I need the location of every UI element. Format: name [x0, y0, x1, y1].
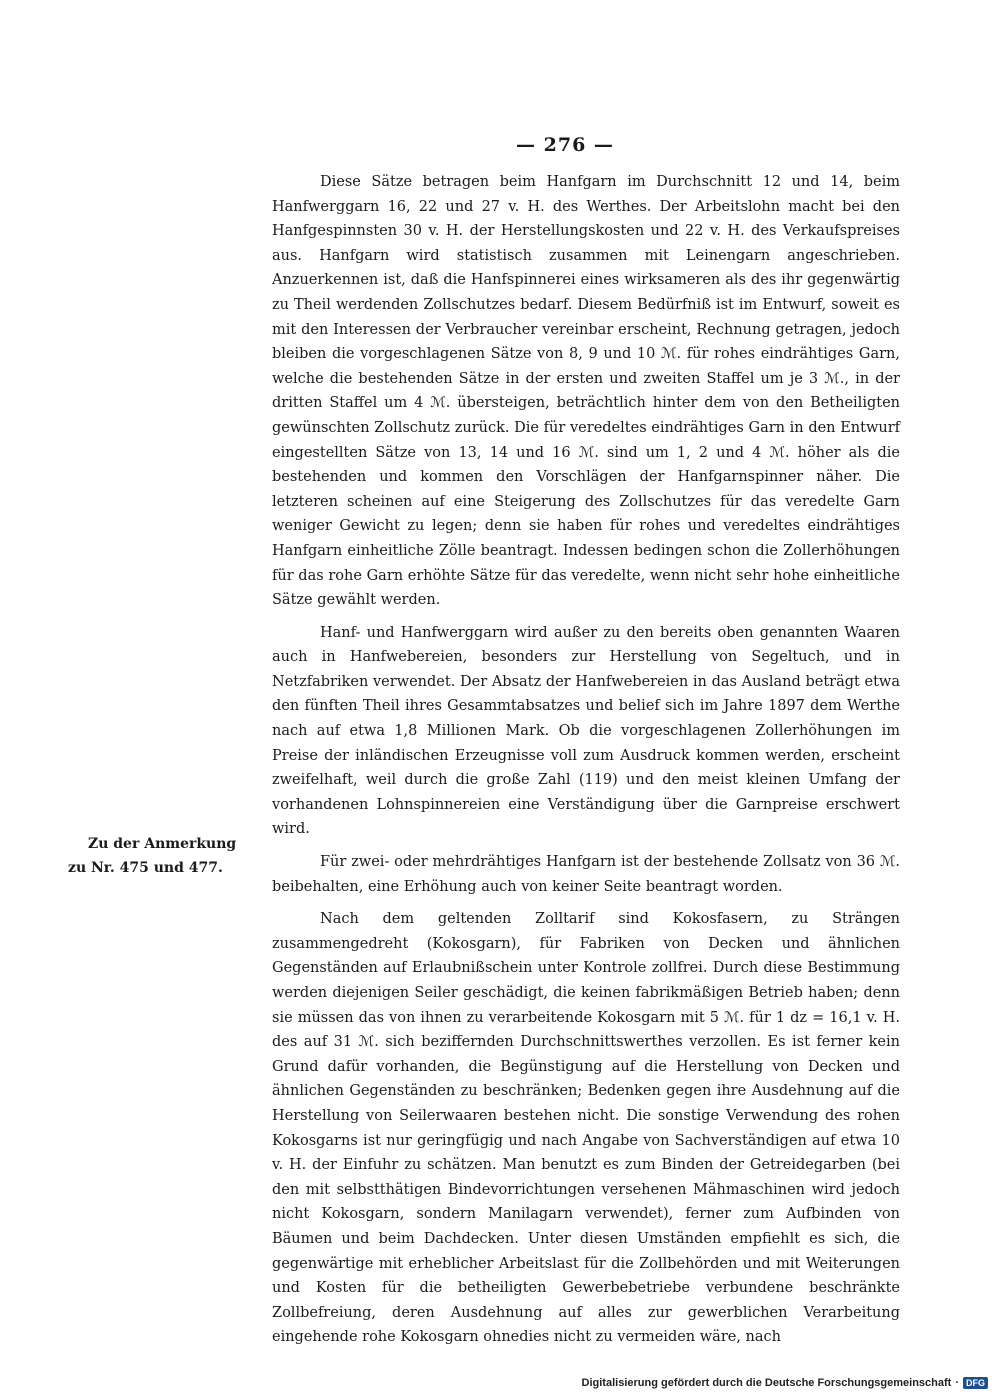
paragraph-mehrdraehtiges-garn: Für zwei- oder mehrdrähtiges Hanfgarn ist der bestehende Zollsatz von 36 ℳ. beibehalten, eine Erhöhung auch von keiner Seite beantragt worden.: [272, 854, 900, 895]
footer: [582, 1377, 988, 1389]
paragraph-hanfwebereien: Hanf- und Hanfwerggarn wird außer zu den bereits oben genannten Waaren auch in Hanfwebereien, besonders zur Herstellung von Segeltuch, und in Netzfabriken verwendet. Der Absatz der Hanfwebereien in das Ausland beträgt etwa den fünften Theil ihres Gesammtabsatzes und belief sich im Jahre 1897 dem Werthe nach auf etwa 1,8 Millionen Mark. Ob die vorgeschlagenen Zollerhöhungen im Preise der inländischen Erzeugnisse voll zum Ausdruck kommen werden, erscheint zweifelhaft, weil durch die große Zahl (119) und den meist kleinen Umfang der vorhandenen Lohnspinnereien eine Verständigung über die Garnpreise erschwert wird.: [272, 624, 900, 838]
marginal-note-line-1: Zu der Anmerkung: [88, 836, 237, 852]
body-text: [272, 170, 900, 1350]
paragraph-kokosgarn: Nach dem geltenden Zolltarif sind Kokosfasern, zu Strängen zusammengedreht (Kokosgarn), für Fabriken von Decken und ähnlichen Gegenständen auf Erlaubnißschein unter Kontrole zollfrei. Durch diese Bestimmung werden diejenigen Seiler geschädigt, die keinen fabrikmäßigen Betrieb haben; denn sie müssen das von ihnen zu verarbeitende Kokosgarn mit 5 ℳ. für 1 dz = 16,1 v. H. des auf 31 ℳ. sich beziffernden Durchschnittswerthes verzollen. Es ist ferner kein Grund dafür vorhanden, die Begünstigung auf die Herstellung von Decken und ähnlichen Gegenständen zu beschränken; Bedenken gegen ihre Ausdehnung auf die Herstellung von Seilerwaaren bestehen nicht. Die sonstige Verwendung des rohen Kokosgarns ist nur geringfügig und nach Angabe von Sachverständigen auf etwa 10 v. H. der Einfuhr zu schätzen. Man benutzt es zum Binden der Getreidegarben (bei den mit selbstthätigen Bindevorrichtungen versehenen Mähmaschinen wird jedoch nicht Kokosgarn, sondern Manilagarn verwendet), ferner zum Aufbinden von Bäumen und beim Dachdecken. Unter diesen Umständen empfiehlt es sich, die gegenwärtige mit erheblicher Arbeitslast für die Zollbehörden und mit Weiterungen und Kosten für die betheiligten Gewerbebetriebe verbundene beschränkte Zollbefreiung, deren Ausdehnung auf alles zur gewerblichen Verarbeitung eingehende rohe Kokosgarn ohnedies nicht zu vermeiden wäre, nach: [272, 911, 900, 1346]
paragraph-hanfgarn-rates: Diese Sätze betragen beim Hanfgarn im Durchschnitt 12 und 14, beim Hanfwerggarn 16, 22 und 27 v. H. des Werthes. Der Arbeitslohn macht bei den Hanfgespinnsten 30 v. H. der Herstellungskosten und 22 v. H. des Verkaufspreises aus. Hanfgarn wird statistisch zusammen mit Leinengarn angeschrieben. Anzuerkennen ist, daß die Hanfspinnerei eines wirksameren als des ihr gegenwärtig zu Theil werdenden Zollschutzes bedarf. Diesem Bedürfniß ist im Entwurf, soweit es mit den Interessen der Verbraucher vereinbar erscheint, Rechnung getragen, jedoch bleiben die vorgeschlagenen Sätze von 8, 9 und 10 ℳ. für rohes eindrähtiges Garn, welche die bestehenden Sätze in der ersten und zweiten Staffel um je 3 ℳ., in der dritten Staffel um 4 ℳ. übersteigen, beträchtlich hinter dem von den Betheiligten gewünschten Zollschutz zurück. Die für veredeltes eindrähtiges Garn in den Entwurf eingestellten Sätze von 13, 14 und 16 ℳ. sind um 1, 2 und 4 ℳ. höher als die bestehenden und kommen den Vorschlägen der Hanfgarnspinner näher. Die letzteren scheinen auf eine Steigerung des Zollschutzes für das veredelte Garn weniger Gewicht zu legen; denn sie haben für rohes und veredeltes eindrähtiges Hanfgarn einheitliche Zölle beantragt. Indessen bedingen schon die Zollerhöhungen für das rohe Garn erhöhte Sätze für das veredelte, wenn nicht sehr hohe einheitliche Sätze gewählt werden.: [272, 174, 900, 609]
page-number: — 276 —: [516, 134, 614, 156]
footer-separator: ·: [955, 1377, 959, 1389]
marginal-note-line-2: zu Nr. 475 und 477.: [68, 860, 223, 876]
footer-text: Digitalisierung gefördert durch die Deutsche Forschungsgemeinschaft: [581, 1377, 952, 1389]
marginal-note: [68, 832, 268, 880]
dfg-logo-icon: DFG: [963, 1377, 988, 1389]
